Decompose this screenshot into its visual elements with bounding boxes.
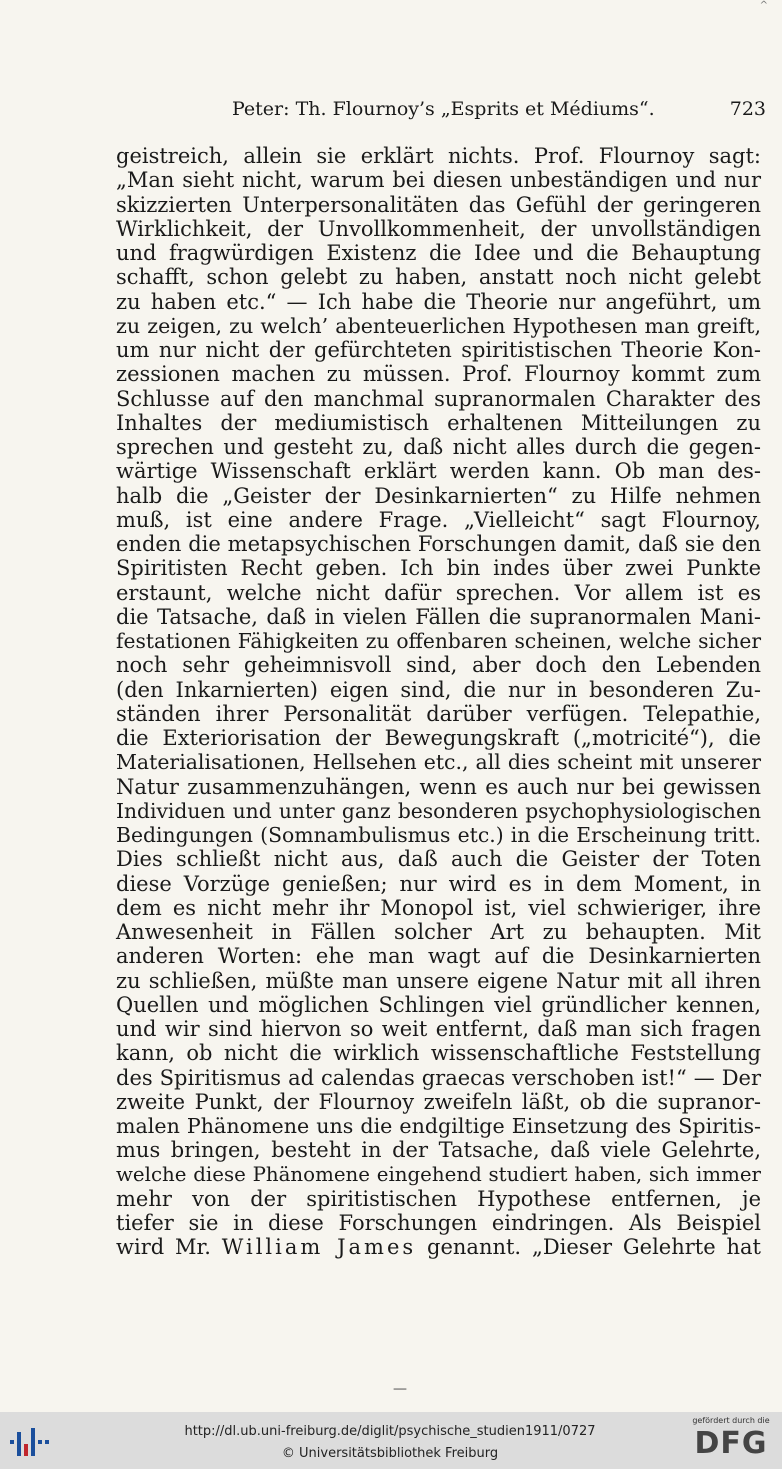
- text-line: Anwesenheit in Fällen solcher Art zu behaupten. Mit: [116, 920, 761, 944]
- text-line: Natur zusammenzuhängen, wenn es auch nur bei gewissen: [116, 774, 761, 799]
- copyright-text: © Universitätsbibliothek Freiburg: [281, 1446, 499, 1461]
- text-line: schafft, schon gelebt zu haben, anstatt noch nicht gelebt: [116, 265, 761, 290]
- text-line: wärtige Wissenschaft erklärt werden kann. Ob man des-: [116, 459, 761, 484]
- text-line: die Tatsache, daß in vielen Fällen die supranormalen Mani-: [116, 604, 761, 629]
- text-line: und wir sind hiervon so weit entfernt, daß man sich fragen: [116, 1017, 761, 1041]
- text-line: „Man sieht nicht, warum bei diesen unbeständigen und nur: [116, 168, 761, 193]
- text-line: anderen Worten: ehe man wagt auf die Desinkarnierten: [116, 944, 761, 969]
- viewer-footer: [0, 1412, 782, 1469]
- corner-mark: ^: [759, 0, 768, 11]
- text-line: Quellen und möglichen Schlingen viel gründlicher kennen,: [116, 992, 761, 1017]
- page-number: 723: [729, 98, 766, 120]
- source-url-link[interactable]: http://dl.ub.uni-freiburg.de/diglit/psychische_studien1911/0727: [184, 1424, 596, 1439]
- text-line: mus bringen, besteht in der Tatsache, daß viele Gelehrte,: [116, 1138, 761, 1163]
- text-line: enden die metapsychischen Forschungen damit, daß sie den: [116, 532, 761, 556]
- text-line: zessionen machen zu müssen. Prof. Flournoy kommt zum: [116, 362, 761, 387]
- text-line: skizzierten Unterpersonalitäten das Gefühl der geringeren: [116, 192, 761, 217]
- text-line: noch sehr geheimnisvoll sind, aber doch den Lebenden: [116, 653, 761, 678]
- library-logo-icon: [8, 1424, 52, 1460]
- text-line: Spiritisten Recht geben. Ich bin indes über zwei Punkte: [116, 556, 761, 581]
- text-line: die Exteriorisation der Bewegungskraft („motricité“), die: [116, 726, 761, 750]
- text-line-last: [116, 1235, 761, 1259]
- text-line: geistreich, allein sie erklärt nichts. Prof. Flournoy sagt:: [116, 144, 761, 168]
- text-line: kann, ob nicht die wirklich wissenschaftliche Feststellung: [116, 1041, 761, 1066]
- text-line: welche diese Phänomene eingehend studiert haben, sich immer: [116, 1162, 761, 1186]
- text-line: muß, ist eine andere Frage. „Vielleicht“ sagt Flournoy,: [116, 507, 761, 532]
- text-line: malen Phänomene uns die endgiltige Einsetzung des Spiritis-: [116, 1114, 761, 1138]
- text-line: diese Vorzüge genießen; nur wird es in dem Moment, in: [116, 871, 761, 896]
- text-segment: wird Mr.: [116, 1235, 222, 1260]
- text-line: mehr von der spiritistischen Hypothese entfernen, je: [116, 1186, 761, 1211]
- text-line: halb die „Geister der Desinkarnierten“ zu Hilfe nehmen: [116, 483, 761, 508]
- text-line: um nur nicht der gefürchteten spiritistischen Theorie Kon-: [116, 338, 761, 362]
- dfg-logo: [690, 1416, 772, 1466]
- text-line: sprechen und gesteht zu, daß nicht alles durch die gegen-: [116, 435, 761, 459]
- text-line: Dies schließt nicht aus, daß auch die Geister der Toten: [116, 847, 761, 872]
- body-text: [116, 144, 761, 1260]
- text-line: zu schließen, müßte man unsere eigene Natur mit all ihren: [116, 968, 761, 993]
- dfg-caption: gefördert durch die: [692, 1416, 770, 1425]
- text-line: ständen ihrer Personalität darüber verfügen. Telepathie,: [116, 701, 761, 726]
- text-line: zweite Punkt, der Flournoy zweifeln läßt, ob die supranor-: [116, 1089, 761, 1114]
- text-line: tiefer sie in diese Forschungen eindringen. Als Beispiel: [116, 1211, 761, 1235]
- spaced-name: William James: [221, 1235, 417, 1260]
- running-header: [232, 94, 766, 124]
- text-line: des Spiritismus ad calendas graecas verschoben ist!“ — Der: [116, 1065, 761, 1090]
- text-line: zu haben etc.“ — Ich habe die Theorie nur angeführt, um: [116, 289, 761, 314]
- text-line: Individuen und unter ganz besonderen psychophysiologischen: [116, 798, 761, 823]
- text-line: Wirklichkeit, der Unvollkommenheit, der unvollständigen: [116, 216, 761, 241]
- text-line: Bedingungen (Somnambulismus etc.) in die Erscheinung tritt.: [116, 823, 761, 847]
- text-segment: genannt. „Dieser Gelehrte hat: [416, 1235, 761, 1260]
- text-line: Inhaltes der mediumistisch erhaltenen Mitteilungen zu: [116, 410, 761, 435]
- footnote-dash: —: [393, 1381, 407, 1397]
- text-line: Schlusse auf den manchmal supranormalen Charakter des: [116, 386, 761, 411]
- text-line: festationen Fähigkeiten zu offenbaren scheinen, welche sicher: [116, 629, 761, 653]
- dfg-wordmark: DFG: [694, 1426, 768, 1461]
- running-header-title: Peter: Th. Flournoy’s „Esprits et Médiums“.: [232, 98, 655, 120]
- text-line: dem es nicht mehr ihr Monopol ist, viel schwieriger, ihre: [116, 895, 761, 920]
- text-line: und fragwürdigen Existenz die Idee und die Behauptung: [116, 241, 761, 265]
- text-line: zu zeigen, zu welch’ abenteuerlichen Hypothesen man greift,: [116, 313, 761, 338]
- text-line: (den Inkarnierten) eigen sind, die nur in besonderen Zu-: [116, 677, 761, 702]
- text-line: erstaunt, welche nicht dafür sprechen. Vor allem ist es: [116, 580, 761, 605]
- text-line: Materialisationen, Hellsehen etc., all dies scheint mit unserer: [116, 750, 761, 775]
